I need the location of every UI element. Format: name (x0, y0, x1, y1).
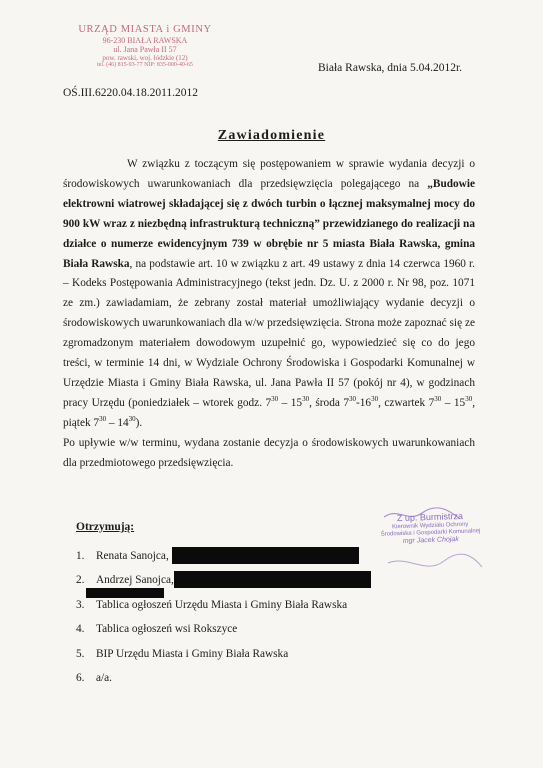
time-superscript: 30 (434, 395, 442, 404)
document-title: Zawiadomienie (217, 128, 326, 143)
signature-stamp (380, 510, 482, 583)
redaction-bar (172, 547, 359, 564)
recipient-name: BIP Urzędu Miasta i Gminy Biała Rawska (96, 647, 289, 660)
list-item (76, 546, 376, 570)
time-superscript: 30 (99, 415, 107, 424)
reference-number: OŚ.III.6220.04.18.2011.2012 (63, 87, 199, 99)
item-number: 3. (76, 598, 85, 611)
list-item (76, 644, 376, 668)
recipient-name: a/a. (96, 671, 112, 684)
paragraph-text: , czwartek 7 (378, 396, 435, 409)
redaction-bar (174, 571, 371, 588)
notice-paragraph-2: Po upływie w/w terminu, wydana zostanie decyzja o środowiskowych uwarunkowaniach dla przedmiotowego przedsięwzięcia. (63, 436, 475, 469)
paragraph-text: -16 (356, 396, 372, 409)
recipients-heading: Otrzymują: (76, 521, 135, 533)
time-superscript: 30 (128, 415, 136, 424)
recipient-name: Renata Sanojca, (96, 550, 169, 562)
paragraph-text: ). (135, 416, 143, 429)
paragraph-text: , środa 7 (309, 396, 349, 409)
time-superscript: 30 (465, 395, 473, 404)
time-superscript: 30 (349, 395, 356, 404)
paragraph-text: , na podstawie art. 10 w związku z art. 49 ustawy z dnia 14 czerwca 1960 r. – Kodeks Postępowania Administracyjnego (tekst jedn. Dz. U. z 2000 r. Nr 98, poz. 1071 ze zm.) zawiadamiam, że zebrany został materiał umożliwiający wydanie decyzji o środowiskowych uwarunkowaniach dla w/w przedsięwzięcia. Strona może zapoznać się ze zgromadzonym materiałem dowodowym uzupełnić go, wypowiedzieć się co do jego treści, w terminie 14 dni, w Wydziale Ochrony Środowiska i Gospodarki Komunalnej w Urzędzie Miasta i Gminy Biała Rawska, ul. Jana Pawła II 57 (pokój nr 4), w godzinach pracy Urzędu (poniedziałek – wtorek godz. 7 (63, 257, 475, 409)
item-number: 5. (76, 647, 85, 660)
office-header-stamp (60, 24, 230, 69)
signature-stamp-line: Z up. Burmistrza (396, 510, 464, 524)
list-item (76, 619, 376, 643)
paragraph-text: , piątek 7 (63, 396, 476, 429)
notice-body (63, 155, 475, 474)
notice-paragraph-1 (63, 155, 475, 434)
time-superscript: 30 (302, 395, 310, 404)
stamp-line-office: URZĄD MIASTA i GMINY (78, 24, 212, 35)
paragraph-text: W związku z toczącym się postępowaniem w sprawie wydania decyzji o środowiskowych uwarunkowaniach dla przedsięwzięcia polegającego na (63, 158, 475, 190)
paragraph-text: – 15 (441, 396, 466, 409)
item-number: 4. (76, 623, 85, 636)
recipients-list (76, 546, 376, 692)
item-number: 2. (76, 574, 85, 587)
project-description: „Budowie elektrowni wiatrowej składającej się z dwóch turbin o łącznej maksymalnej mocy do 900 kW wraz z niezbędną infrastrukturą techniczną” przewidzianego do realizacji na działce o numerze ewidencyjnym 739 w obrębie nr 5 miasta Biała Rawska, gmina Biała Rawska (63, 177, 475, 270)
recipient-name: Andrzej Sanojca, (96, 574, 174, 587)
recipient-name: Tablica ogłoszeń Urzędu Miasta i Gminy Biała Rawska (96, 598, 348, 611)
time-superscript: 30 (271, 395, 279, 404)
list-item (76, 595, 376, 619)
item-number: 6. (76, 671, 85, 684)
list-item (76, 570, 376, 594)
paragraph-text: – 14 (106, 416, 129, 429)
stamp-line-postcode: 96-230 BIAŁA RAWSKA (102, 36, 188, 45)
list-item (76, 668, 376, 692)
paragraph-text: – 15 (278, 396, 303, 409)
signature-stamp-line: mgr Jacek Chojak (402, 536, 459, 545)
signature-stamp-line: Kierownik Wydziału Ochrony Środowiska i Gospodarki Komunalnej (380, 521, 481, 538)
stamp-line-phone: tel. (46) 815-93-77 NIP: 835-000-40-65 (97, 62, 193, 68)
time-superscript: 30 (371, 395, 379, 404)
item-number: 1. (76, 550, 85, 562)
stamp-line-street: ul. Jana Pawła II 57 (113, 45, 177, 54)
recipient-name: Tablica ogłoszeń wsi Rokszyce (96, 623, 238, 636)
place-and-date: Biała Rawska, dnia 5.04.2012r. (318, 62, 463, 74)
stamp-line-district: pow. rawski, woj. łódzkie (12) (102, 54, 188, 62)
